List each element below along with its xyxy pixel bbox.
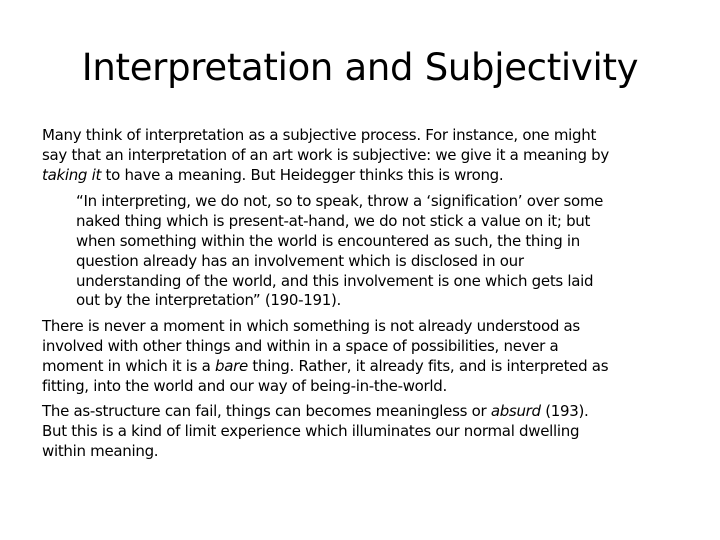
- intro-line-3: [42, 166, 702, 186]
- involvement-line-2: involved with other things and within in a space of possibilities, never a: [42, 336, 559, 355]
- quote-line-2: naked thing which is present-at-hand, we do not stick a value on it; but: [76, 212, 591, 231]
- quote-line-5: understanding of the world, and this involvement is one which gets laid: [76, 271, 594, 290]
- heidegger-quote: [76, 192, 702, 311]
- quote-line-3: when something within the world is encountered as such, the thing in: [76, 231, 580, 250]
- involvement-paragraph: [42, 317, 702, 396]
- quote-line-6: out by the interpretation” (190-191).: [76, 291, 341, 310]
- quote-line-1: “In interpreting, we do not, so to speak, throw a ‘signification’ over some: [76, 192, 604, 211]
- as-structure-line-1-post: (193).: [540, 402, 589, 421]
- as-structure-line-1-pre: The as-structure can fail, things can becomes meaningless or: [42, 402, 491, 421]
- quote-line-4: question already has an involvement which is disclosed in our: [76, 251, 524, 270]
- absurd-emphasis: absurd: [490, 402, 541, 421]
- involvement-line-3-post: thing. Rather, it already fits, and is interpreted as: [247, 356, 609, 375]
- as-structure-paragraph: [42, 402, 702, 461]
- involvement-line-3: [42, 357, 702, 377]
- intro-line-3-rest: to have a meaning. But Heidegger thinks this is wrong.: [101, 165, 504, 184]
- bare-emphasis: bare: [215, 356, 248, 375]
- intro-emphasis: taking it: [42, 165, 102, 184]
- intro-paragraph: [42, 126, 702, 185]
- involvement-line-4: fitting, into the world and our way of being-in-the-world.: [42, 376, 447, 395]
- as-structure-line-1: [42, 402, 702, 422]
- involvement-line-1: There is never a moment in which something is not already understood as: [42, 317, 580, 336]
- intro-line-2: say that an interpretation of an art work is subjective: we give it a meaning by: [42, 145, 609, 164]
- slide-body: [42, 126, 702, 462]
- as-structure-line-2: But this is a kind of limit experience which illuminates our normal dwelling: [42, 422, 580, 441]
- slide-title: Interpretation and Subjectivity: [81, 46, 639, 89]
- involvement-line-3-pre: moment in which it is a: [42, 356, 216, 375]
- intro-line-1: Many think of interpretation as a subjective process. For instance, one might: [42, 126, 597, 144]
- as-structure-line-3: within meaning.: [42, 441, 159, 460]
